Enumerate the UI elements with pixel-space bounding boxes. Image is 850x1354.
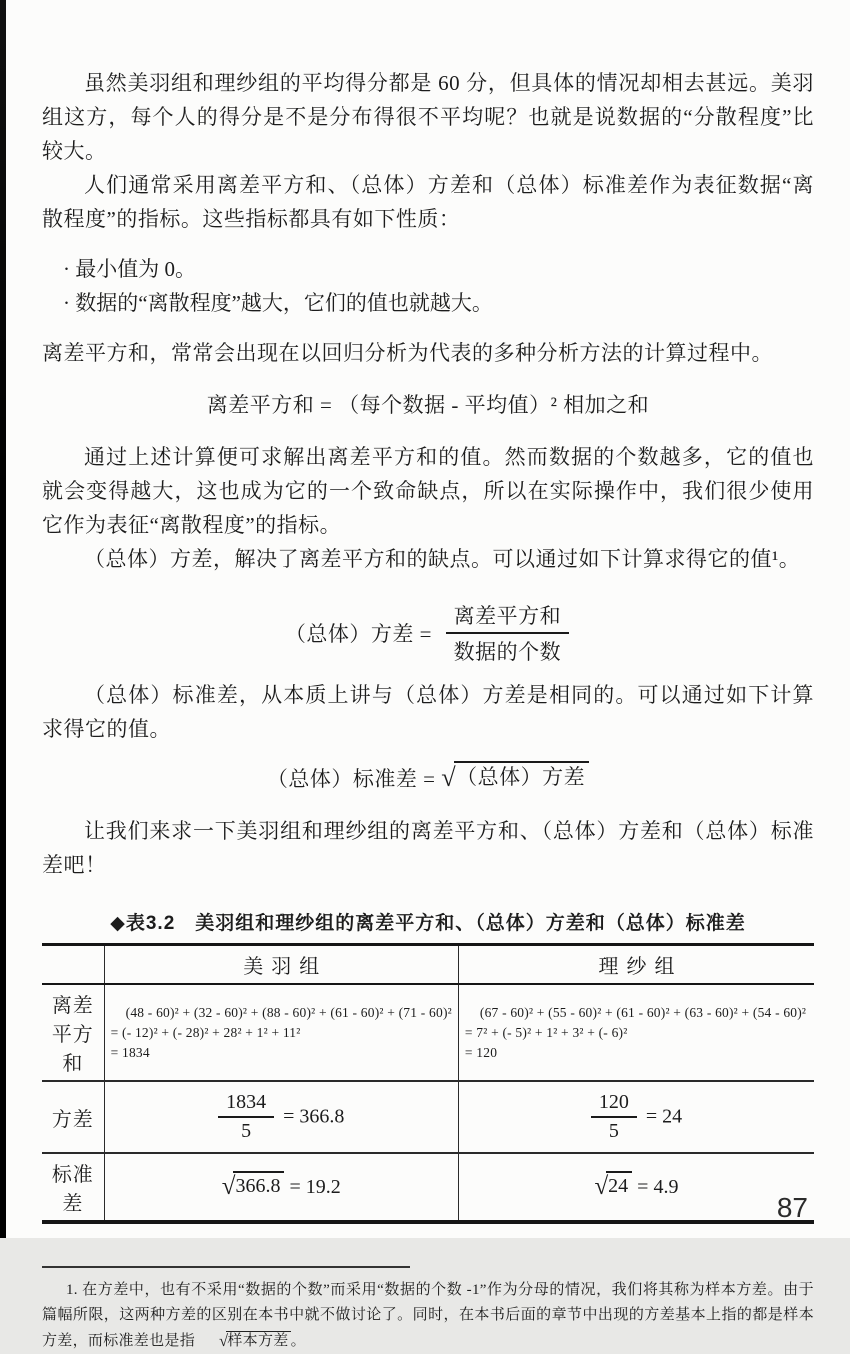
sqrt-sign: √ — [221, 1173, 236, 1201]
formula-line: = (- 12)² + (- 28)² + 28² + 1² + 11² — [110, 1024, 301, 1040]
formula-line: (67 - 60)² + (55 - 60)² + (61 - 60)² + (63 - 60)² + (54 - 60)² — [479, 1004, 807, 1020]
fraction-denominator: 5 — [241, 1120, 252, 1143]
stats-table — [42, 943, 814, 1224]
sqrt-radicand: 样本方差 — [227, 1333, 289, 1350]
header-cell-miu-group: 美羽组 — [104, 945, 458, 985]
page-content — [42, 0, 814, 1354]
result-value: = 24 — [645, 1105, 683, 1128]
variance-fraction — [446, 600, 570, 666]
result-value: = 366.8 — [283, 1105, 345, 1128]
table-row-sum-of-squares — [42, 984, 814, 1081]
sqrt-sign: √ — [441, 763, 457, 792]
paragraph-variance-intro: （总体）方差，解决了离差平方和的缺点。可以通过如下计算求得它的值¹。 — [84, 547, 801, 571]
paragraph-dispersion-measures: 人们通常采用离差平方和、（总体）方差和（总体）标准差作为表征数据“离散程度”的指标。这些指标都具有如下性质： — [42, 173, 814, 231]
row-label-variance: 方差 — [51, 1108, 94, 1131]
footnote — [42, 1278, 814, 1354]
square-root-expression — [222, 1173, 285, 1201]
cell-miu-variance — [104, 1081, 458, 1153]
row-label-stddev: 标准差 — [51, 1164, 94, 1216]
row-label-sum-of-squares: 离差平方和 — [51, 995, 94, 1076]
formula-line: = 120 — [464, 1044, 498, 1060]
header-cell-risa-group: 理纱组 — [458, 945, 814, 985]
cell-miu-stddev — [104, 1153, 458, 1222]
fraction-denominator: 5 — [608, 1120, 619, 1143]
sqrt-sign: √ — [219, 1331, 229, 1351]
table-row-variance — [42, 1081, 814, 1153]
cell-miu-sum-of-squares — [104, 984, 458, 1081]
paragraph-ss-drawback: 通过上述计算便可求解出离差平方和的值。然而数据的个数越多，它的值也就会变得越大，这也成为它的一个致命缺点，所以在实际操作中，我们很少使用它作为表征“离散程度”的指标。 — [42, 445, 814, 537]
formula-line: = 1834 — [110, 1044, 150, 1060]
sqrt-radicand: （总体）方差 — [454, 761, 589, 789]
paragraph-stddev-intro: （总体）标准差，从本质上讲与（总体）方差是相同的。可以通过如下计算求得它的值。 — [42, 683, 814, 741]
footnote-text: 1. 在方差中，也有不采用“数据的个数”而采用“数据的个数 -1”作为分母的情况，我们将其称为样本方差。由于篇幅所限，这两种方差的区别在本书中就不做讨论了。同时，在本书后面的章节中出现的方差基本上指的都是样本方差，而标准差也是指 — [42, 1282, 814, 1350]
variance-fraction — [218, 1091, 274, 1143]
cell-risa-stddev — [458, 1153, 814, 1222]
bullet-item-min-value: · 最小值为 0。 — [63, 257, 196, 281]
formula-stddev — [42, 758, 814, 798]
result-value: = 4.9 — [637, 1176, 679, 1199]
paragraph-ss-usage: 离差平方和，常常会出现在以回归分析为代表的多种分析方法的计算过程中。 — [42, 341, 773, 365]
square-root-expression — [441, 758, 589, 797]
formula-variance-lhs: （总体）方差 = — [284, 622, 432, 646]
sqrt-radicand: 366.8 — [233, 1171, 284, 1197]
fraction-numerator: 120 — [591, 1091, 637, 1118]
fraction-denominator: 数据的个数 — [453, 640, 562, 664]
page-number: 87 — [776, 1192, 808, 1223]
table-caption: ◆表3.2 美羽组和理纱组的离差平方和、（总体）方差和（总体）标准差 — [110, 913, 746, 935]
formula-sum-of-squares: 离差平方和 = （每个数据 - 平均值）² 相加之和 — [206, 393, 650, 417]
table-row-stddev — [42, 1153, 814, 1222]
variance-fraction — [591, 1091, 637, 1143]
sqrt-sign: √ — [594, 1173, 609, 1201]
footnote-tail: 。 — [290, 1333, 306, 1350]
formula-line: = 7² + (- 5)² + 1² + 3² + (- 6)² — [464, 1024, 628, 1040]
formula-stddev-lhs: （总体）标准差 = — [266, 767, 436, 792]
table-header-row — [42, 945, 814, 985]
result-value: = 19.2 — [289, 1176, 341, 1199]
sqrt-radicand: 24 — [606, 1171, 632, 1197]
bullet-item-dispersion: · 数据的“离散程度”越大，它们的值也就越大。 — [63, 291, 493, 315]
formula-line: (48 - 60)² + (32 - 60)² + (88 - 60)² + (61 - 60)² + (71 - 60)² — [125, 1004, 452, 1020]
book-spine-shadow — [0, 0, 6, 1238]
paragraph-average-intro: 虽然美羽组和理纱组的平均得分都是 60 分，但具体的情况却相去甚远。美羽组这方，每个人的得分是不是分布得很不平均呢？也就是说数据的“分散程度”比较大。 — [42, 71, 814, 163]
paragraph-lets-calculate: 让我们来求一下美羽组和理纱组的离差平方和、（总体）方差和（总体）标准差吧！ — [42, 819, 814, 878]
fraction-numerator: 离差平方和 — [446, 600, 570, 634]
cell-risa-variance — [458, 1081, 814, 1153]
property-bullet-list — [42, 252, 814, 320]
header-cell-empty — [42, 945, 104, 985]
cell-risa-sum-of-squares — [458, 984, 814, 1081]
square-root-expression — [195, 1328, 291, 1354]
footnote-separator — [42, 1266, 410, 1268]
formula-variance — [42, 594, 814, 672]
square-root-expression — [594, 1173, 632, 1201]
fraction-numerator: 1834 — [218, 1091, 274, 1118]
